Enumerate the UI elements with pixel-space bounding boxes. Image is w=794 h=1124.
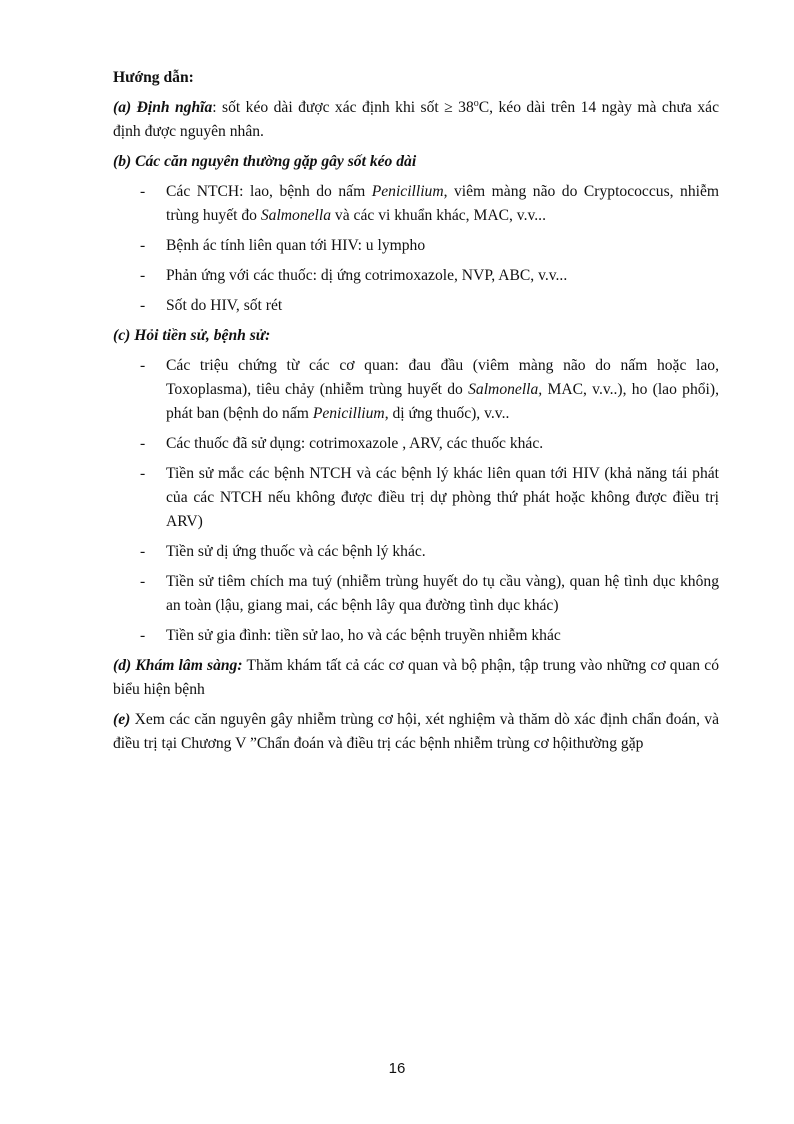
bullet-dash: - [140,627,146,644]
section-c-list [113,354,719,648]
section-e-reference [113,708,719,756]
item-text: Tiền sử gia đình: tiền sử lao, ho và các bệnh truyền nhiễm khác [166,627,561,644]
guide-heading: Hướng dẫn: [113,69,194,86]
item-text: Tiền sử tiêm chích ma tuý (nhiễm trùng huyết do tụ cầu vàng), quan hệ tình dục không an toàn (lậu, giang mai, các bệnh lây qua đường tình dục khác) [166,573,719,614]
section-c-title: (c) Hỏi tiền sử, bệnh sử: [113,327,271,344]
degree-superscript: o [473,98,479,109]
item-italic-text: Penicillium [371,183,444,200]
item-text: Sốt do HIV, sốt rét [166,297,283,314]
item-text: MAC, v.v..), ho (lao phổi), phát ban (bệnh do nấm [166,381,719,422]
item-text: , viêm màng não do Cryptococcus, nhiễm trùng huyết đo [166,183,720,224]
list-item [113,354,719,426]
section-d-clinical-exam [113,654,719,702]
list-item [113,294,719,318]
item-italic-text: Penicillium [312,405,385,422]
bullet-dash: - [140,573,146,590]
section-a-definition [113,96,719,144]
section-a-text-before: : sốt kéo dài được xác định khi sốt ≥ 38 [212,99,474,116]
bullet-dash: - [140,435,146,452]
section-b-list [113,180,719,318]
item-text: Các NTCH: lao, bệnh do nấm [166,183,372,200]
item-text: Các thuốc đã sử dụng: cotrimoxazole , ARV, các thuốc khác. [166,435,544,452]
item-text: Các triệu chứng từ các cơ quan: đau đầu (viêm màng não do nấm hoặc lao, Toxoplasma), tiêu chảy (nhiễm trùng huyết do [166,357,719,398]
item-italic-text: Salmonella, [468,381,543,398]
section-e-text: Xem các căn nguyên gây nhiễm trùng cơ hội, xét nghiệm và thăm dò xác định chẩn đoán, và điều trị tại Chương V ”Chẩn đoán và điều trị các bệnh nhiễm trùng cơ hộithường gặp [113,711,719,752]
bullet-dash: - [140,465,146,482]
item-text: Phản ứng với các thuốc: dị ứng cotrimoxazole, NVP, ABC, v.v... [166,267,568,284]
bullet-dash: - [140,297,146,314]
list-item [113,570,719,618]
section-e-label: (e) [113,711,131,728]
page-content [113,66,719,762]
item-text: Bệnh ác tính liên quan tới HIV: u lympho [166,237,426,254]
bullet-dash: - [140,357,146,374]
list-item [113,264,719,288]
section-d-text: Thăm khám tất cả các cơ quan và bộ phận, tập trung vào những cơ quan có biểu hiện bệnh [113,657,719,698]
section-a-label: (a) Định nghĩa [113,99,213,116]
bullet-dash: - [140,237,146,254]
list-item [113,234,719,258]
bullet-dash: - [140,267,146,284]
list-item [113,624,719,648]
item-italic-text: Salmonella [260,207,332,224]
item-text: , dị ứng thuốc), v.v.. [384,405,510,422]
section-a-text-after: C, kéo dài trên 14 ngày mà chưa xác định được nguyên nhân. [113,99,720,140]
page-number: 16 [388,1060,406,1077]
list-item [113,432,719,456]
item-text: Tiền sử mắc các bệnh NTCH và các bệnh lý khác liên quan tới HIV (khả năng tái phát của các NTCH nếu không được điều trị dự phòng thứ phát hoặc không được điều trị ARV) [166,465,719,530]
bullet-dash: - [140,183,146,200]
list-item [113,540,719,564]
list-item [113,462,719,534]
item-text: và các vi khuẩn khác, MAC, v.v... [331,207,546,224]
item-text: Tiền sử dị ứng thuốc và các bệnh lý khác. [166,543,426,560]
bullet-dash: - [140,543,146,560]
list-item [113,180,719,228]
section-d-label: (d) Khám lâm sàng: [113,657,243,674]
section-b-title: (b) Các căn nguyên thường gặp gây sốt kéo dài [113,153,417,170]
